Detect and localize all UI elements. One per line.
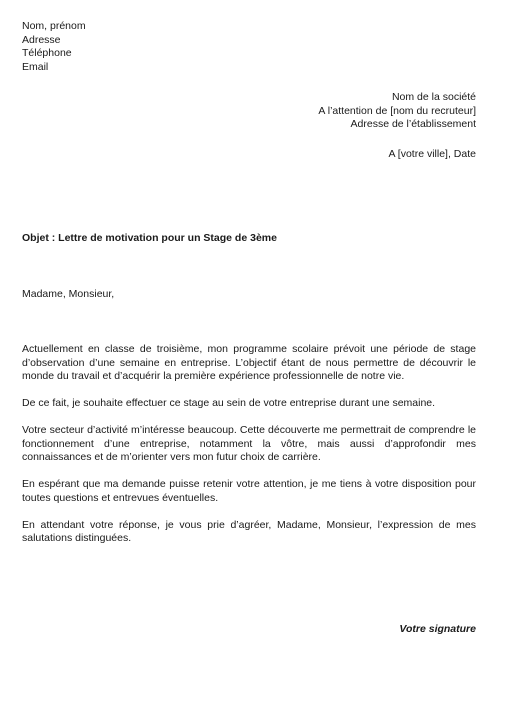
letter-body	[22, 343, 476, 559]
body-paragraph: Votre secteur d’activité m’intéresse beaucoup. Cette découverte me permettrait de comprendre le fonctionnement d’une entreprise, notamment la vôtre, mais aussi d’approfondir mes connaissances et de m’orienter vers mon futur choix de carrière.	[22, 424, 476, 463]
recipient-company: Nom de la société	[391, 91, 476, 103]
place-date: A [votre ville], Date	[388, 148, 476, 160]
sender-email: Email	[22, 60, 49, 73]
sender-block	[22, 20, 86, 74]
body-paragraph: Actuellement en classe de troisième, mon programme scolaire prévoit une période de stage d’observation d’une semaine en entreprise. L’objectif étant de nous permettre de découvrir le monde du travail et d’acquérir la première expérience professionnelle de notre vie.	[22, 343, 476, 382]
recipient-block	[318, 91, 476, 132]
recipient-attention: A l’attention de [nom du recruteur]	[318, 104, 476, 117]
body-paragraph: De ce fait, je souhaite effectuer ce stage au sein de votre entreprise durant une semaine.	[22, 397, 436, 409]
sender-address: Adresse	[22, 33, 61, 46]
recipient-address: Adresse de l’établissement	[350, 118, 476, 130]
sender-phone: Téléphone	[22, 47, 72, 59]
salutation: Madame, Monsieur,	[22, 288, 115, 300]
body-paragraph: En espérant que ma demande puisse retenir votre attention, je me tiens à votre disposition pour toutes questions et entrevues éventuelles.	[22, 478, 476, 504]
body-paragraph: En attendant votre réponse, je vous prie d’agréer, Madame, Monsieur, l’expression de mes salutations distinguées.	[22, 518, 476, 544]
sender-name: Nom, prénom	[22, 20, 86, 32]
letter-subject: Objet : Lettre de motivation pour un Stage de 3ème	[22, 232, 277, 244]
signature: Votre signature	[399, 623, 476, 635]
